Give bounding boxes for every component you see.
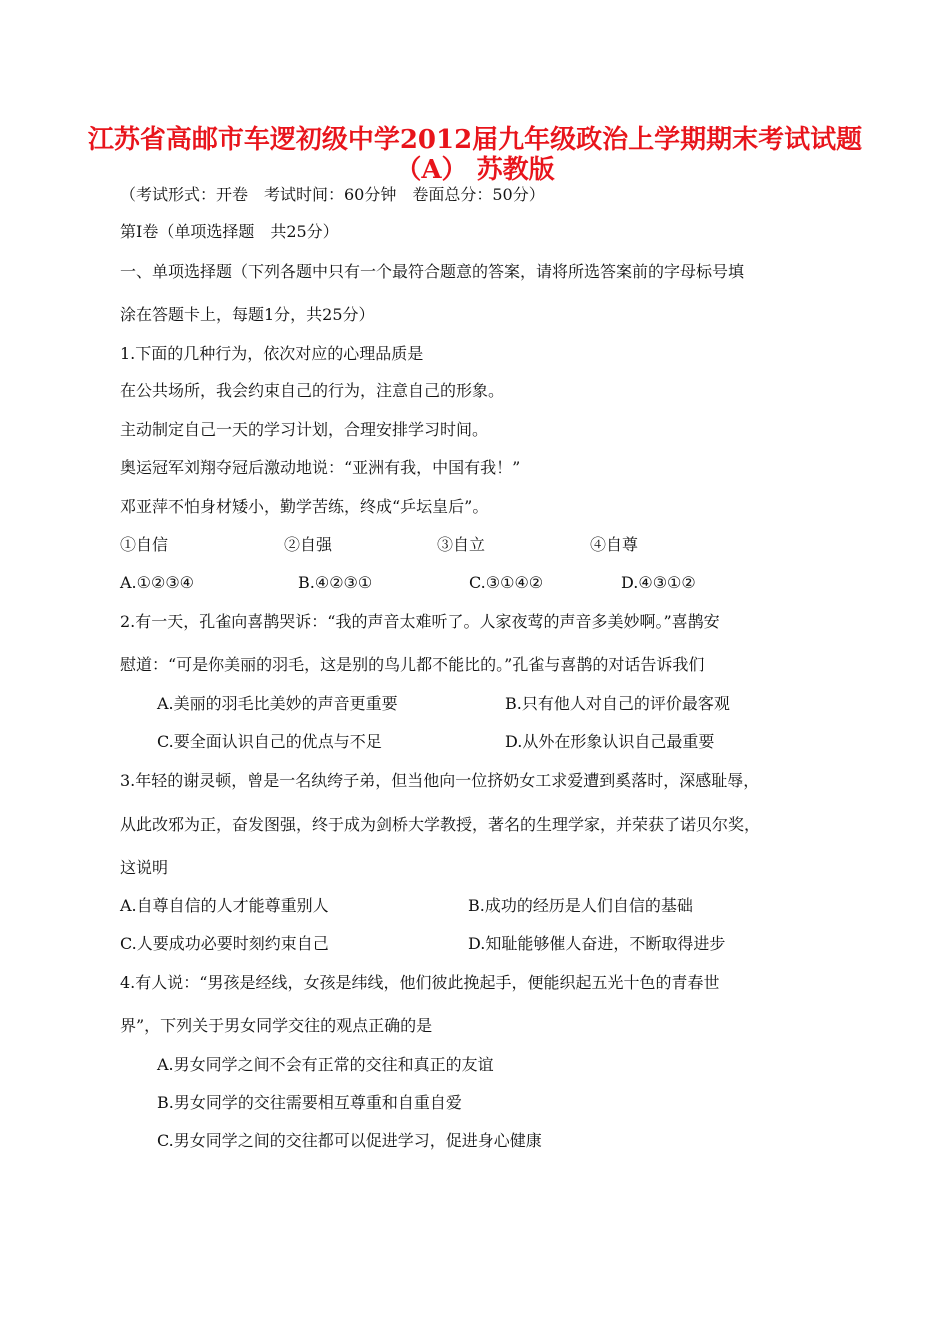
q4-stem-line1: 4.有人说：“男孩是经线，女孩是纬线，他们彼此挽起手，便能织起五光十色的青春世 <box>120 973 720 992</box>
q2-option-a: A.美丽的羽毛比美妙的声音更重要 <box>157 694 398 713</box>
q1-choice-2: ②自强 <box>284 535 333 554</box>
exam-title-line1: 江苏省高邮市车逻初级中学2012届九年级政治上学期期末考试试题 <box>87 125 863 155</box>
q3-option-d: D.知耻能够催人奋进，不断取得进步 <box>468 934 726 953</box>
q1-option-a: A.①②③④ <box>120 573 195 592</box>
q1-stem: 1.下面的几种行为，依次对应的心理品质是 <box>120 344 424 363</box>
q3-option-c: C.人要成功必要时刻约束自己 <box>120 934 329 953</box>
q1-option-d: D.④③①② <box>621 573 696 592</box>
q3-stem-line3: 这说明 <box>120 858 169 877</box>
q3-option-b: B.成功的经历是人们自信的基础 <box>468 896 693 915</box>
section-heading: 第Ⅰ卷（单项选择题 共25分） <box>120 222 339 241</box>
q3-option-a: A.自尊自信的人才能尊重别人 <box>120 896 329 915</box>
q1-item-1: 在公共场所，我会约束自己的行为，注意自己的形象。 <box>120 381 505 400</box>
q3-stem-line2: 从此改邪为正，奋发图强，终于成为剑桥大学教授，著名的生理学家，并荣获了诺贝尔奖， <box>120 815 761 834</box>
q1-choice-1: ①自信 <box>120 535 169 554</box>
q1-item-3: 奥运冠军刘翔夺冠后激动地说：“亚洲有我，中国有我！” <box>120 458 521 477</box>
exam-info: （考试形式：开卷 考试时间：60分钟 卷面总分：50分） <box>120 185 545 204</box>
q4-stem-line2: 界”，下列关于男女同学交往的观点正确的是 <box>120 1016 433 1035</box>
q1-item-4: 邓亚萍不怕身材矮小，勤学苦练，终成“乒坛皇后”。 <box>120 497 489 516</box>
q1-choice-4: ④自尊 <box>590 535 639 554</box>
q2-stem-line1: 2.有一天，孔雀向喜鹊哭诉：“我的声音太难听了。人家夜莺的声音多美妙啊。”喜鹊安 <box>120 612 720 631</box>
q4-option-c: C.男女同学之间的交往都可以促进学习，促进身心健康 <box>157 1131 542 1150</box>
q2-option-d: D.从外在形象认识自己最重要 <box>505 732 715 751</box>
exam-title-line2: （A） 苏教版 <box>395 155 555 185</box>
q4-option-b: B.男女同学的交往需要相互尊重和自重自爱 <box>157 1093 462 1112</box>
q2-option-c: C.要全面认识自己的优点与不足 <box>157 732 382 751</box>
q2-stem-line2: 慰道：“可是你美丽的羽毛，这是别的鸟儿都不能比的。”孔雀与喜鹊的对话告诉我们 <box>120 655 705 674</box>
q1-option-b: B.④②③① <box>298 573 373 592</box>
instructions-line1: 一、单项选择题（下列各题中只有一个最符合题意的答案，请将所选答案前的字母标号填 <box>120 262 745 281</box>
instructions-line2: 涂在答题卡上，每题1分，共25分） <box>120 305 375 324</box>
q1-item-2: 主动制定自己一天的学习计划，合理安排学习时间。 <box>120 420 489 439</box>
q3-stem-line1: 3.年轻的谢灵顿，曾是一名纨绔子弟，但当他向一位挤奶女工求爱遭到奚落时，深感耻辱， <box>120 771 760 790</box>
q2-option-b: B.只有他人对自己的评价最客观 <box>505 694 730 713</box>
q1-choice-3: ③自立 <box>437 535 486 554</box>
q4-option-a: A.男女同学之间不会有正常的交往和真正的友谊 <box>157 1055 494 1074</box>
q1-option-c: C.③①④② <box>469 573 544 592</box>
